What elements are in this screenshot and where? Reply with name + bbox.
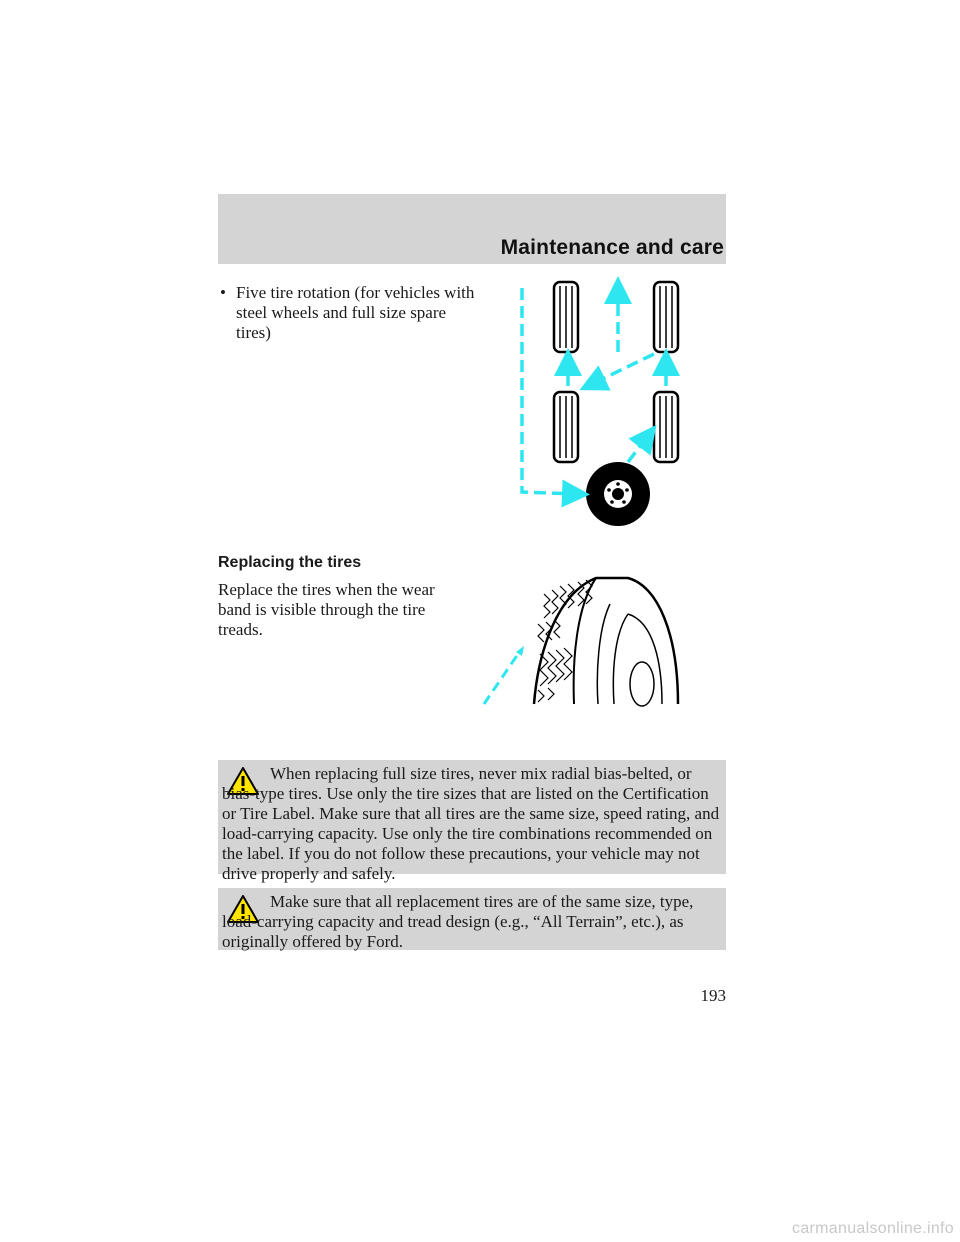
page-header: [218, 194, 726, 264]
warning-box-tire-matching: [218, 888, 726, 950]
front-right-tire: [654, 282, 678, 352]
bullet-mark: •: [220, 283, 226, 302]
tire-rotation-diagram: [496, 276, 706, 536]
rotation-arrows: [522, 288, 666, 494]
header-title: Maintenance and care: [500, 236, 724, 259]
replacing-text: Replace the tires when the wear band is visible through the tire treads.: [218, 580, 435, 639]
rear-right-tire: [654, 392, 678, 462]
front-left-tire: [554, 282, 578, 352]
spare-tire: [586, 462, 650, 526]
warning-box-tire-mixing: [218, 760, 726, 883]
tire-tread-wear-diagram: [478, 574, 688, 709]
rear-left-tire: [554, 392, 578, 462]
warning-text: Make sure that all replacement tires are of the same size, type, load-carrying capacity and tread design (e.g., “All Terrain”, etc.), as originally offered by Ford.: [222, 892, 694, 951]
section-heading: Replacing the tires: [218, 554, 362, 571]
rotation-bullet-text: Five tire rotation (for vehicles with steel wheels and full size spare tires): [236, 283, 475, 342]
watermark: carmanualsonline.info: [792, 1220, 954, 1237]
warning-text: When replacing full size tires, never mix radial bias-belted, or bias-type tires. Use only the tire sizes that are listed on the Certification or Tire Label. Make sure that all tires are the same size, speed rating, and load-carrying capacity. Use only the tire combinations recommended on the label. If you do not follow these precautions, your vehicle may not drive properly and safely.: [222, 764, 720, 883]
page-number: 193: [700, 986, 726, 1005]
